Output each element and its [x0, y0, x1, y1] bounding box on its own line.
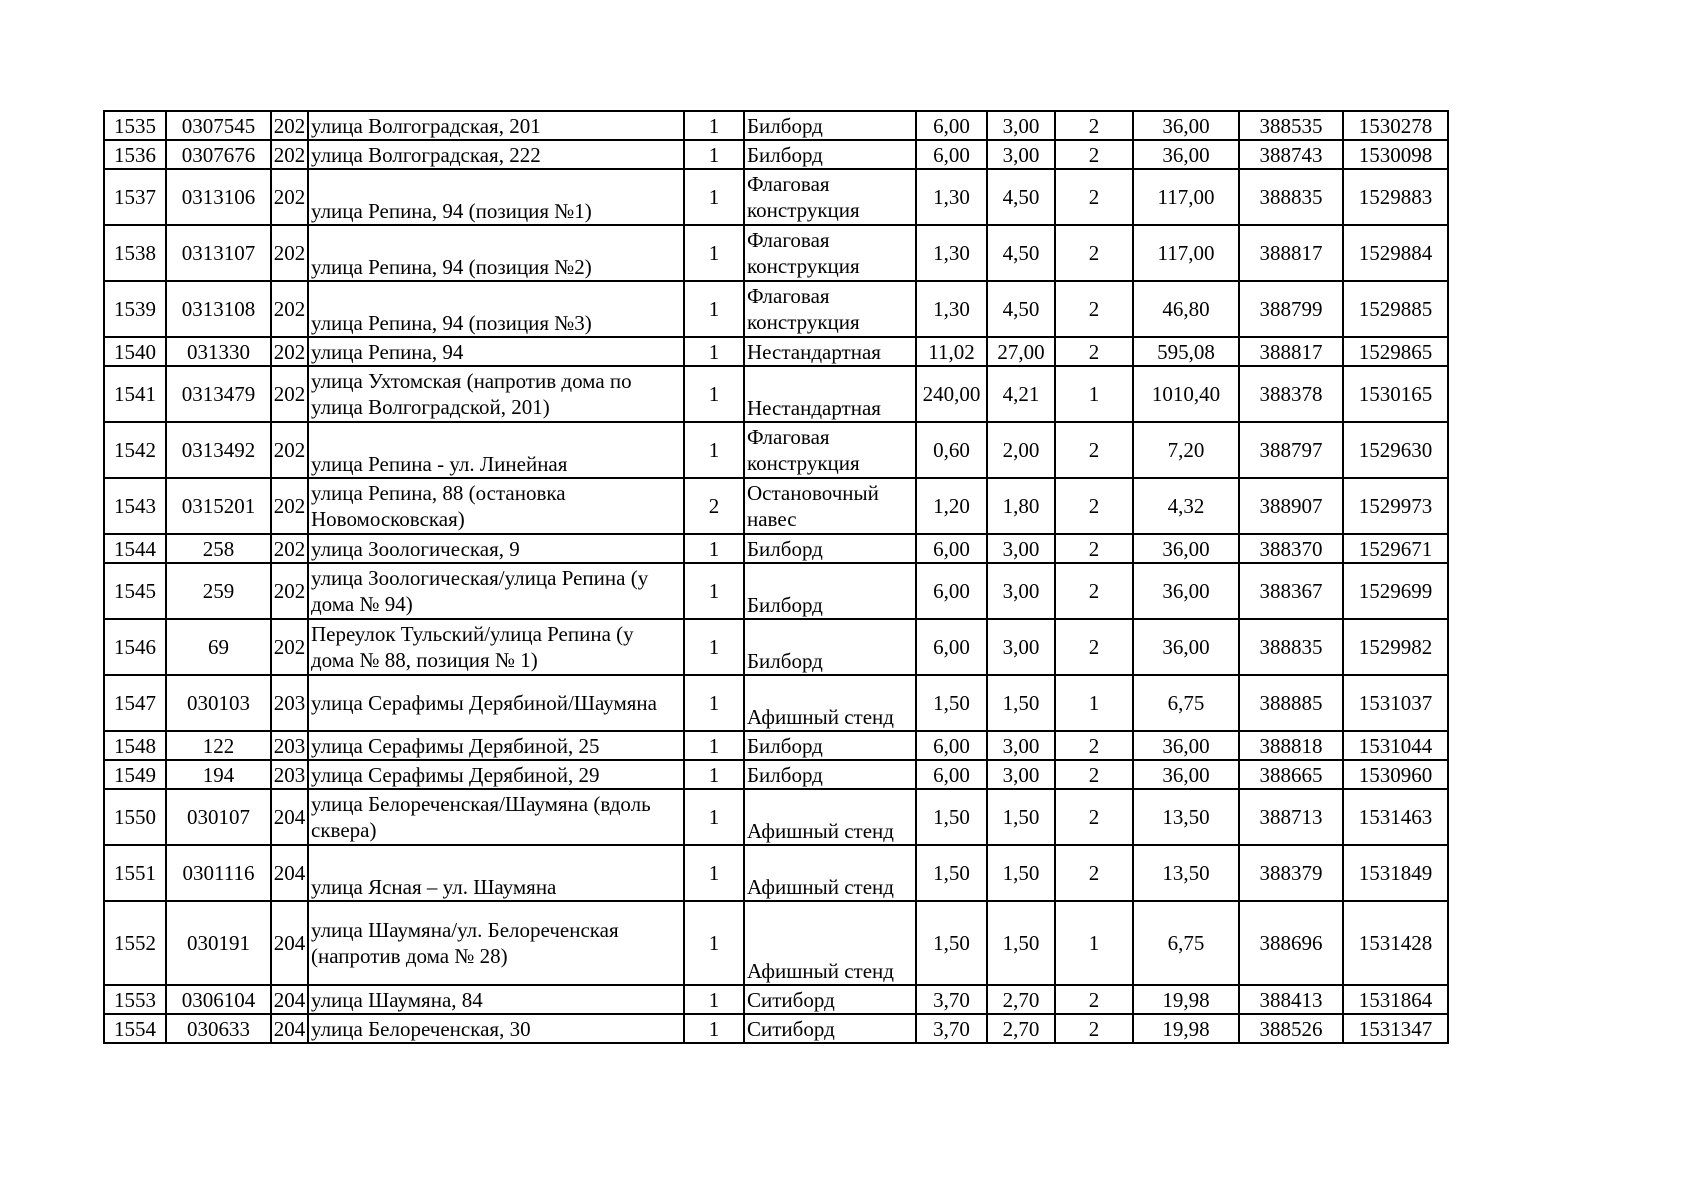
- code-cell: 258: [166, 534, 271, 563]
- type-cell: Билборд: [744, 619, 916, 675]
- width-cell: 11,02: [916, 337, 987, 366]
- row-number-cell: 1543: [104, 478, 166, 534]
- row-number-cell: 1553: [104, 985, 166, 1014]
- area-cell: 36,00: [1133, 111, 1239, 140]
- table-row: [104, 337, 1448, 366]
- type-cell: Флаговая конструкция: [744, 422, 916, 478]
- height-cell: 1,80: [987, 478, 1055, 534]
- sides-cell: 2: [684, 478, 744, 534]
- y-coordinate-cell: 1529671: [1343, 534, 1448, 563]
- district-cell: 202: [271, 366, 308, 422]
- type-cell: Афишный стенд: [744, 901, 916, 985]
- faces-cell: 2: [1055, 422, 1133, 478]
- address-cell: улица Репина, 94: [308, 337, 684, 366]
- table-row: [104, 422, 1448, 478]
- sides-cell: 1: [684, 225, 744, 281]
- address-cell: улица Репина, 88 (остановка Новомосковская): [308, 478, 684, 534]
- x-coordinate-cell: 388413: [1239, 985, 1343, 1014]
- row-number-cell: 1546: [104, 619, 166, 675]
- type-cell: Флаговая конструкция: [744, 281, 916, 337]
- height-cell: 3,00: [987, 760, 1055, 789]
- y-coordinate-cell: 1531044: [1343, 731, 1448, 760]
- x-coordinate-cell: 388696: [1239, 901, 1343, 985]
- sides-cell: 1: [684, 111, 744, 140]
- area-cell: 36,00: [1133, 619, 1239, 675]
- width-cell: 6,00: [916, 534, 987, 563]
- type-cell: Афишный стенд: [744, 845, 916, 901]
- code-cell: 0313107: [166, 225, 271, 281]
- district-cell: 202: [271, 225, 308, 281]
- height-cell: 27,00: [987, 337, 1055, 366]
- width-cell: 3,70: [916, 985, 987, 1014]
- table-row: [104, 675, 1448, 731]
- table-row: [104, 140, 1448, 169]
- x-coordinate-cell: 388799: [1239, 281, 1343, 337]
- height-cell: 3,00: [987, 534, 1055, 563]
- height-cell: 3,00: [987, 140, 1055, 169]
- table-row: [104, 281, 1448, 337]
- district-cell: 204: [271, 845, 308, 901]
- y-coordinate-cell: 1529884: [1343, 225, 1448, 281]
- faces-cell: 2: [1055, 985, 1133, 1014]
- sides-cell: 1: [684, 563, 744, 619]
- address-cell: улица Репина, 94 (позиция №1): [308, 169, 684, 225]
- faces-cell: 2: [1055, 563, 1133, 619]
- height-cell: 1,50: [987, 675, 1055, 731]
- type-cell: Флаговая конструкция: [744, 169, 916, 225]
- x-coordinate-cell: 388835: [1239, 169, 1343, 225]
- y-coordinate-cell: 1529630: [1343, 422, 1448, 478]
- code-cell: 030191: [166, 901, 271, 985]
- y-coordinate-cell: 1529883: [1343, 169, 1448, 225]
- height-cell: 4,21: [987, 366, 1055, 422]
- x-coordinate-cell: 388379: [1239, 845, 1343, 901]
- area-cell: 36,00: [1133, 534, 1239, 563]
- x-coordinate-cell: 388797: [1239, 422, 1343, 478]
- width-cell: 6,00: [916, 111, 987, 140]
- address-cell: улица Белореченская, 30: [308, 1014, 684, 1043]
- address-cell: улица Белореченская/Шаумяна (вдоль сквера): [308, 789, 684, 845]
- height-cell: 2,70: [987, 1014, 1055, 1043]
- area-cell: 6,75: [1133, 675, 1239, 731]
- width-cell: 1,30: [916, 169, 987, 225]
- type-cell: Остановочный навес: [744, 478, 916, 534]
- row-number-cell: 1547: [104, 675, 166, 731]
- width-cell: 6,00: [916, 140, 987, 169]
- code-cell: 031330: [166, 337, 271, 366]
- type-cell: Билборд: [744, 111, 916, 140]
- table-row: [104, 169, 1448, 225]
- sides-cell: 1: [684, 366, 744, 422]
- height-cell: 1,50: [987, 901, 1055, 985]
- district-cell: 204: [271, 985, 308, 1014]
- district-cell: 202: [271, 169, 308, 225]
- y-coordinate-cell: 1531347: [1343, 1014, 1448, 1043]
- area-cell: 36,00: [1133, 731, 1239, 760]
- table-row: [104, 534, 1448, 563]
- district-cell: 202: [271, 534, 308, 563]
- y-coordinate-cell: 1531463: [1343, 789, 1448, 845]
- faces-cell: 2: [1055, 169, 1133, 225]
- height-cell: 4,50: [987, 281, 1055, 337]
- type-cell: Флаговая конструкция: [744, 225, 916, 281]
- width-cell: 1,30: [916, 281, 987, 337]
- faces-cell: 2: [1055, 534, 1133, 563]
- faces-cell: 2: [1055, 619, 1133, 675]
- sides-cell: 1: [684, 281, 744, 337]
- faces-cell: 2: [1055, 478, 1133, 534]
- area-cell: 117,00: [1133, 225, 1239, 281]
- address-cell: улица Серафимы Дерябиной, 25: [308, 731, 684, 760]
- sides-cell: 1: [684, 422, 744, 478]
- y-coordinate-cell: 1529982: [1343, 619, 1448, 675]
- height-cell: 2,00: [987, 422, 1055, 478]
- x-coordinate-cell: 388885: [1239, 675, 1343, 731]
- type-cell: Ситиборд: [744, 985, 916, 1014]
- area-cell: 36,00: [1133, 140, 1239, 169]
- table-row: [104, 901, 1448, 985]
- faces-cell: 2: [1055, 789, 1133, 845]
- address-cell: улица Шаумяна/ул. Белореченская (напротив дома № 28): [308, 901, 684, 985]
- row-number-cell: 1552: [104, 901, 166, 985]
- code-cell: 0313108: [166, 281, 271, 337]
- code-cell: 0307545: [166, 111, 271, 140]
- code-cell: 69: [166, 619, 271, 675]
- row-number-cell: 1549: [104, 760, 166, 789]
- x-coordinate-cell: 388535: [1239, 111, 1343, 140]
- address-cell: улица Зоологическая/улица Репина (у дома № 94): [308, 563, 684, 619]
- x-coordinate-cell: 388907: [1239, 478, 1343, 534]
- y-coordinate-cell: 1529885: [1343, 281, 1448, 337]
- y-coordinate-cell: 1530098: [1343, 140, 1448, 169]
- row-number-cell: 1542: [104, 422, 166, 478]
- district-cell: 204: [271, 789, 308, 845]
- type-cell: Билборд: [744, 534, 916, 563]
- width-cell: 1,30: [916, 225, 987, 281]
- code-cell: 259: [166, 563, 271, 619]
- row-number-cell: 1539: [104, 281, 166, 337]
- faces-cell: 2: [1055, 1014, 1133, 1043]
- row-number-cell: 1554: [104, 1014, 166, 1043]
- address-cell: Переулок Тульский/улица Репина (у дома № 88, позиция № 1): [308, 619, 684, 675]
- area-cell: 46,80: [1133, 281, 1239, 337]
- y-coordinate-cell: 1531849: [1343, 845, 1448, 901]
- width-cell: 1,50: [916, 845, 987, 901]
- width-cell: 1,50: [916, 789, 987, 845]
- type-cell: Нестандартная: [744, 366, 916, 422]
- type-cell: Билборд: [744, 140, 916, 169]
- area-cell: 36,00: [1133, 563, 1239, 619]
- data-table: [103, 110, 1449, 1044]
- code-cell: 0313492: [166, 422, 271, 478]
- area-cell: 13,50: [1133, 789, 1239, 845]
- faces-cell: 1: [1055, 901, 1133, 985]
- district-cell: 203: [271, 675, 308, 731]
- address-cell: улица Ухтомская (напротив дома по улица Волгоградской, 201): [308, 366, 684, 422]
- x-coordinate-cell: 388835: [1239, 619, 1343, 675]
- faces-cell: 2: [1055, 337, 1133, 366]
- sides-cell: 1: [684, 534, 744, 563]
- row-number-cell: 1545: [104, 563, 166, 619]
- sides-cell: 1: [684, 619, 744, 675]
- height-cell: 3,00: [987, 563, 1055, 619]
- y-coordinate-cell: 1529865: [1343, 337, 1448, 366]
- type-cell: Ситиборд: [744, 1014, 916, 1043]
- district-cell: 202: [271, 563, 308, 619]
- district-cell: 202: [271, 140, 308, 169]
- table-row: [104, 760, 1448, 789]
- height-cell: 4,50: [987, 169, 1055, 225]
- row-number-cell: 1540: [104, 337, 166, 366]
- area-cell: 595,08: [1133, 337, 1239, 366]
- x-coordinate-cell: 388817: [1239, 337, 1343, 366]
- code-cell: 030103: [166, 675, 271, 731]
- district-cell: 204: [271, 1014, 308, 1043]
- row-number-cell: 1550: [104, 789, 166, 845]
- table-row: [104, 366, 1448, 422]
- table-row: [104, 619, 1448, 675]
- height-cell: 4,50: [987, 225, 1055, 281]
- address-cell: улица Репина, 94 (позиция №2): [308, 225, 684, 281]
- width-cell: 6,00: [916, 731, 987, 760]
- table-row: [104, 845, 1448, 901]
- address-cell: улица Зоологическая, 9: [308, 534, 684, 563]
- width-cell: 240,00: [916, 366, 987, 422]
- y-coordinate-cell: 1531037: [1343, 675, 1448, 731]
- row-number-cell: 1535: [104, 111, 166, 140]
- x-coordinate-cell: 388818: [1239, 731, 1343, 760]
- district-cell: 202: [271, 281, 308, 337]
- faces-cell: 1: [1055, 675, 1133, 731]
- code-cell: 0313106: [166, 169, 271, 225]
- district-cell: 204: [271, 901, 308, 985]
- code-cell: 122: [166, 731, 271, 760]
- x-coordinate-cell: 388743: [1239, 140, 1343, 169]
- x-coordinate-cell: 388378: [1239, 366, 1343, 422]
- district-cell: 202: [271, 111, 308, 140]
- sides-cell: 1: [684, 169, 744, 225]
- row-number-cell: 1541: [104, 366, 166, 422]
- y-coordinate-cell: 1530960: [1343, 760, 1448, 789]
- code-cell: 0307676: [166, 140, 271, 169]
- faces-cell: 2: [1055, 760, 1133, 789]
- code-cell: 194: [166, 760, 271, 789]
- type-cell: Билборд: [744, 760, 916, 789]
- height-cell: 3,00: [987, 111, 1055, 140]
- table-row: [104, 563, 1448, 619]
- faces-cell: 1: [1055, 366, 1133, 422]
- width-cell: 3,70: [916, 1014, 987, 1043]
- sides-cell: 1: [684, 1014, 744, 1043]
- y-coordinate-cell: 1529973: [1343, 478, 1448, 534]
- district-cell: 203: [271, 760, 308, 789]
- area-cell: 117,00: [1133, 169, 1239, 225]
- district-cell: 202: [271, 478, 308, 534]
- district-cell: 202: [271, 422, 308, 478]
- address-cell: улица Шаумяна, 84: [308, 985, 684, 1014]
- x-coordinate-cell: 388526: [1239, 1014, 1343, 1043]
- row-number-cell: 1537: [104, 169, 166, 225]
- sides-cell: 1: [684, 789, 744, 845]
- y-coordinate-cell: 1530278: [1343, 111, 1448, 140]
- width-cell: 1,50: [916, 901, 987, 985]
- area-cell: 6,75: [1133, 901, 1239, 985]
- code-cell: 030633: [166, 1014, 271, 1043]
- x-coordinate-cell: 388367: [1239, 563, 1343, 619]
- table-body: [104, 111, 1448, 1043]
- y-coordinate-cell: 1531428: [1343, 901, 1448, 985]
- code-cell: 0306104: [166, 985, 271, 1014]
- area-cell: 36,00: [1133, 760, 1239, 789]
- row-number-cell: 1544: [104, 534, 166, 563]
- faces-cell: 2: [1055, 111, 1133, 140]
- address-cell: улица Ясная – ул. Шаумяна: [308, 845, 684, 901]
- address-cell: улица Репина, 94 (позиция №3): [308, 281, 684, 337]
- sides-cell: 1: [684, 675, 744, 731]
- area-cell: 13,50: [1133, 845, 1239, 901]
- address-cell: улица Серафимы Дерябиной, 29: [308, 760, 684, 789]
- table-row: [104, 111, 1448, 140]
- x-coordinate-cell: 388817: [1239, 225, 1343, 281]
- type-cell: Афишный стенд: [744, 675, 916, 731]
- table-row: [104, 731, 1448, 760]
- x-coordinate-cell: 388665: [1239, 760, 1343, 789]
- area-cell: 4,32: [1133, 478, 1239, 534]
- area-cell: 1010,40: [1133, 366, 1239, 422]
- sides-cell: 1: [684, 337, 744, 366]
- row-number-cell: 1551: [104, 845, 166, 901]
- code-cell: 0313479: [166, 366, 271, 422]
- height-cell: 3,00: [987, 619, 1055, 675]
- table-row: [104, 478, 1448, 534]
- sides-cell: 1: [684, 760, 744, 789]
- faces-cell: 2: [1055, 225, 1133, 281]
- address-cell: улица Волгоградская, 222: [308, 140, 684, 169]
- district-cell: 202: [271, 337, 308, 366]
- type-cell: Билборд: [744, 731, 916, 760]
- sides-cell: 1: [684, 731, 744, 760]
- sides-cell: 1: [684, 845, 744, 901]
- sides-cell: 1: [684, 901, 744, 985]
- address-cell: улица Серафимы Дерябиной/Шаумяна: [308, 675, 684, 731]
- code-cell: 030107: [166, 789, 271, 845]
- y-coordinate-cell: 1529699: [1343, 563, 1448, 619]
- row-number-cell: 1536: [104, 140, 166, 169]
- faces-cell: 2: [1055, 140, 1133, 169]
- height-cell: 2,70: [987, 985, 1055, 1014]
- row-number-cell: 1538: [104, 225, 166, 281]
- table-row: [104, 985, 1448, 1014]
- type-cell: Билборд: [744, 563, 916, 619]
- table-row: [104, 225, 1448, 281]
- table-row: [104, 789, 1448, 845]
- type-cell: Нестандартная: [744, 337, 916, 366]
- sides-cell: 1: [684, 985, 744, 1014]
- y-coordinate-cell: 1531864: [1343, 985, 1448, 1014]
- code-cell: 0301116: [166, 845, 271, 901]
- width-cell: 1,50: [916, 675, 987, 731]
- width-cell: 6,00: [916, 619, 987, 675]
- height-cell: 1,50: [987, 789, 1055, 845]
- district-cell: 202: [271, 619, 308, 675]
- width-cell: 6,00: [916, 760, 987, 789]
- address-cell: улица Волгоградская, 201: [308, 111, 684, 140]
- x-coordinate-cell: 388713: [1239, 789, 1343, 845]
- table-row: [104, 1014, 1448, 1043]
- faces-cell: 2: [1055, 845, 1133, 901]
- height-cell: 3,00: [987, 731, 1055, 760]
- height-cell: 1,50: [987, 845, 1055, 901]
- area-cell: 7,20: [1133, 422, 1239, 478]
- district-cell: 203: [271, 731, 308, 760]
- sides-cell: 1: [684, 140, 744, 169]
- area-cell: 19,98: [1133, 985, 1239, 1014]
- faces-cell: 2: [1055, 281, 1133, 337]
- width-cell: 6,00: [916, 563, 987, 619]
- row-number-cell: 1548: [104, 731, 166, 760]
- width-cell: 0,60: [916, 422, 987, 478]
- y-coordinate-cell: 1530165: [1343, 366, 1448, 422]
- address-cell: улица Репина - ул. Линейная: [308, 422, 684, 478]
- width-cell: 1,20: [916, 478, 987, 534]
- area-cell: 19,98: [1133, 1014, 1239, 1043]
- faces-cell: 2: [1055, 731, 1133, 760]
- type-cell: Афишный стенд: [744, 789, 916, 845]
- x-coordinate-cell: 388370: [1239, 534, 1343, 563]
- code-cell: 0315201: [166, 478, 271, 534]
